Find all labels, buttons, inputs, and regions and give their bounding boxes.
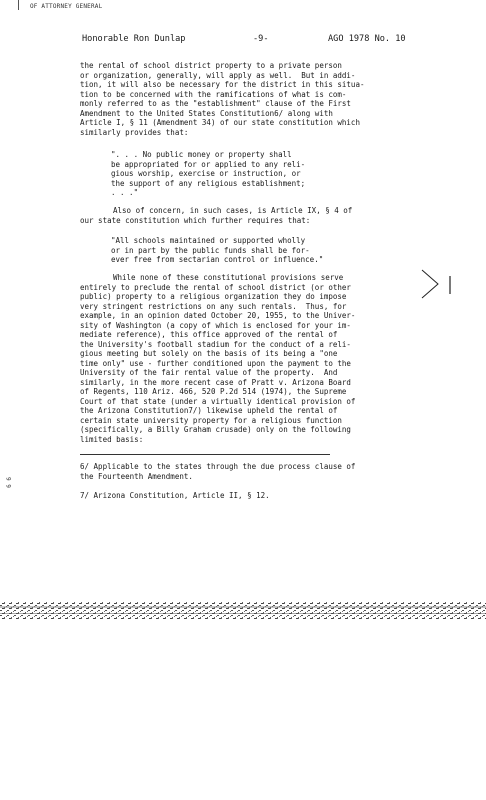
- paragraph-1: [80, 61, 415, 137]
- text-line: the rental of school district property to a private person: [80, 61, 342, 70]
- margin-rule-mark: [18, 0, 19, 10]
- text-line: the University's football stadium for the conduct of a reli-: [80, 339, 351, 349]
- quote-line: the support of any religious establishment;: [111, 178, 306, 188]
- text-line: public) property to a religious organization they do impose: [80, 292, 347, 301]
- footnote-divider: [80, 454, 330, 455]
- text-line: or organization, generally, will apply as well. But in addi-: [80, 70, 356, 80]
- text-line: While none of these constitutional provisions serve: [113, 273, 344, 282]
- text-line: limited basis:: [80, 434, 144, 444]
- block-quote-1: [111, 150, 401, 198]
- quote-line: or in part by the public funds shall be for-: [111, 245, 310, 255]
- paragraph-3: [80, 273, 415, 444]
- margin-bracket-mark: [420, 268, 460, 302]
- text-line: (specifically, a Billy Graham crusade) only on the following: [80, 425, 351, 434]
- block-quote-2: [111, 236, 401, 265]
- header-addressee: Honorable Ron Dunlap: [82, 34, 186, 44]
- text-line: similarly, in the more recent case of Pratt v. Arizona Board: [80, 377, 351, 387]
- text-line: time only" use - further conditioned upon the payment to the: [80, 358, 351, 368]
- text-line: Also of concern, in such cases, is Article IX, § 4 of: [113, 206, 353, 215]
- margin-side-mark: 6 6: [6, 477, 13, 488]
- text-line: sity of Washington (a copy of which is enclosed for your im-: [80, 320, 351, 330]
- scan-noise-band: [0, 600, 486, 622]
- text-line: example, in an opinion dated October 20, 1955, to the Univer-: [80, 311, 356, 320]
- quote-line: gious worship, exercise or instruction, or: [111, 169, 301, 178]
- header-page-number: -9-: [253, 34, 269, 44]
- text-line: gious meeting but solely on the basis of its being a "one: [80, 349, 338, 358]
- agency-stamp: OF ATTORNEY GENERAL: [30, 3, 103, 10]
- footnote-7: [80, 491, 415, 501]
- header-opinion-number: AGO 1978 No. 10: [328, 34, 406, 44]
- text-line: entirely to preclude the rental of school district (or other: [80, 282, 351, 292]
- paragraph-2: [80, 206, 415, 225]
- text-line: tion to be concerned with the ramifications of what is com-: [80, 89, 347, 99]
- footnote-6: [80, 462, 415, 481]
- text-line: Article I, § 11 (Amendment 34) of our state constitution which: [80, 118, 360, 127]
- footnote-line: 6/ Applicable to the states through the due process clause of: [80, 462, 356, 471]
- text-line: monly referred to as the "establishment" clause of the First: [80, 99, 351, 108]
- text-line: similarly provides that:: [80, 127, 189, 137]
- quote-line: . . .": [111, 188, 139, 197]
- text-line: University of the fair rental value of the property. And: [80, 368, 338, 377]
- text-line: mediate reference), this office approved of the rental of: [80, 330, 338, 339]
- quote-line: ever free from sectarian control or influence.": [111, 255, 324, 264]
- text-line: Court of that state (under a virtually identical provision of: [80, 396, 356, 406]
- text-line: very stringent restrictions on any such rentals. Thus, for: [80, 301, 347, 311]
- quote-line: be appropriated for or applied to any reli-: [111, 159, 306, 169]
- text-line: certain state university property for a religious function: [80, 415, 342, 425]
- text-line: the Arizona Constitution7/) likewise upheld the rental of: [80, 406, 338, 415]
- text-line: of Regents, 110 Ariz. 466, 520 P.2d 514 (1974), the Supreme: [80, 387, 347, 396]
- footnote-line: the Fourteenth Amendment.: [80, 471, 193, 481]
- text-line: tion, it will also be necessary for the district in this situa-: [80, 80, 365, 89]
- footnote-line: 7/ Arizona Constitution, Article II, § 12.: [80, 491, 270, 500]
- text-line: our state constitution which further requires that:: [80, 215, 311, 225]
- quote-line: "All schools maintained or supported wholly: [111, 236, 306, 245]
- quote-line: ". . . No public money or property shall: [111, 150, 292, 159]
- text-line: Amendment to the United States Constitution6/ along with: [80, 108, 333, 118]
